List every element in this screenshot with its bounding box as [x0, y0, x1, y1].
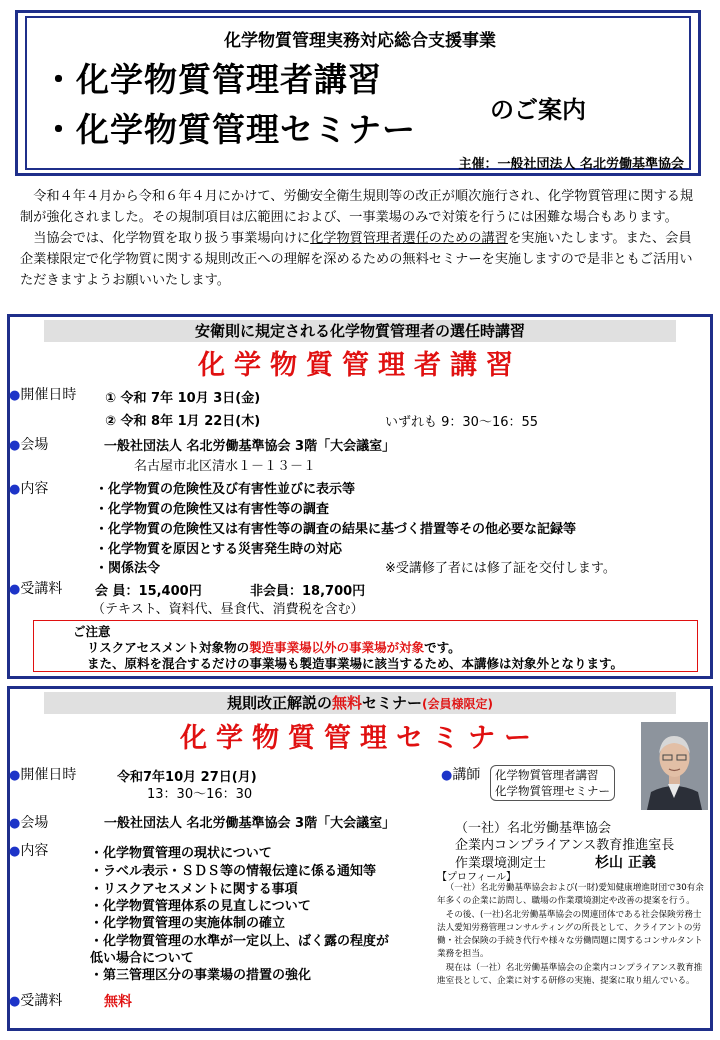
seminar-title: 化学物質管理セミナー	[180, 723, 540, 754]
notice-title: ご注意	[73, 624, 111, 639]
notice-line-2: また、原料を混合するだけの事業場も製造事業場に該当するため、本講修は対象外となります。	[87, 656, 624, 671]
seminar-content-label: ●内容	[9, 843, 49, 859]
seminar-content-item: ・ラベル表示・ＳＤＳ等の情報伝達に係る通知等	[90, 864, 377, 879]
headline-course: ・化学物質管理者講習	[42, 60, 382, 99]
course-date-label: ●開催日時	[9, 387, 77, 403]
profile-paragraph-1: （一社）名北労働基準協会および(一財)愛知健康増進財団で30有余年多くの企業に訪問し、職場の作業環境測定や改善の提案を行う。	[437, 883, 704, 907]
course-content-item: ・関係法令	[95, 561, 161, 576]
seminar-content-item: ・化学物質管理の実施体制の確立	[90, 916, 286, 931]
bullet-dot-icon: ●	[9, 388, 21, 403]
bullet-dot-icon: ●	[9, 482, 21, 497]
seminar-date: 令和7年10月 27日(月)	[117, 770, 257, 785]
intro-p2-start: 当協会では、化学物質を取り扱う事業場向けに	[33, 231, 311, 246]
seminar-content-item: ・化学物質管理の水準が一定以上、ばく露の程度が	[90, 934, 390, 949]
bullet-dot-icon: ●	[441, 768, 453, 783]
seminar-content-item: 低い場合について	[90, 951, 194, 966]
lecturer-portrait-icon	[641, 722, 708, 810]
bullet-dot-icon: ●	[9, 844, 21, 859]
course-venue: 一般社団法人 名北労働基準協会 3階「大会議室」	[104, 439, 396, 454]
seminar-band: 規則改正解説の無料セミナー(会員様限定)	[44, 692, 676, 714]
seminar-venue-label: ●会場	[9, 815, 49, 831]
lecturer-name: 杉山 正義	[595, 855, 656, 871]
lecturer-org: （一社）名北労働基準協会	[455, 821, 612, 836]
course-fee-label: ●受講料	[9, 581, 63, 597]
seminar-venue: 一般社団法人 名北労働基準協会 3階「大会議室」	[104, 816, 396, 831]
course-certificate-note: ※受講修了者には修了証を交付します。	[385, 561, 616, 576]
seminar-content-item: ・化学物質管理の現状について	[90, 846, 272, 861]
seminar-fee: 無料	[104, 994, 132, 1010]
intro-p2-end: を実施いたします。また、会員企業様限定で化学物質に関する規則改正への理解を深めるための無料セミナーを実施しますので是非ともご活用いただきますようお願いいたします。	[20, 231, 693, 288]
course-fee-nonmember: 非会員：18,700円	[250, 584, 366, 599]
intro-text	[20, 186, 700, 291]
course-content-label: ●内容	[9, 481, 49, 497]
seminar-content-item: ・リスクアセスメントに関する事項	[90, 882, 298, 897]
intro-p2-underlined: 化学物質管理者選任のための講習	[310, 231, 508, 246]
course-date-1: ① 令和 7年 10月 3日(金)	[105, 391, 261, 406]
intro-paragraph-2	[20, 228, 700, 291]
program-title: 化学物質管理実務対応総合支援事業	[224, 31, 496, 51]
host-organization: 主催：一般社団法人 名北労働基準協会	[458, 157, 684, 172]
bullet-dot-icon: ●	[9, 768, 21, 783]
course-venue-label: ●会場	[9, 437, 49, 453]
course-date-2: ② 令和 8年 1月 22日(木)	[105, 414, 261, 429]
bullet-dot-icon: ●	[9, 582, 21, 597]
bullet-dot-icon: ●	[9, 438, 21, 453]
lecturer-qualification: 作業環境測定士	[455, 856, 547, 871]
headline-guide: のご案内	[490, 96, 586, 124]
course-content-item: ・化学物質の危険性又は有害性等の調査	[95, 502, 330, 517]
bullet-dot-icon: ●	[9, 816, 21, 831]
lecturer-profile	[437, 882, 709, 988]
course-fee-note: （テキスト、資料代、昼食代、消費税を含む）	[92, 602, 364, 617]
seminar-fee-label: ●受講料	[9, 993, 63, 1009]
seminar-content-item: ・化学物質管理体系の見直しについて	[90, 899, 311, 914]
intro-paragraph-1: 令和４年４月から令和６年４月にかけて、労働安全衛生規則等の改正が順次施行され、化学物質管理に関する規制が強化されました。その規制項目は広範囲におよび、一事業場のみで対策を行うには困難な場合もあります。	[20, 189, 694, 225]
course-content-item: ・化学物質の危険性又は有害性等の調査の結果に基づく措置等その他必要な記録等	[95, 522, 577, 537]
seminar-date-label: ●開催日時	[9, 767, 77, 783]
lecturer-courses	[490, 765, 615, 801]
lecturer-position: 企業内コンプライアンス教育推進室長	[455, 838, 675, 853]
lecturer-course-1: 化学物質管理者講習	[495, 768, 599, 782]
seminar-time: 13：30～16：30	[147, 787, 253, 802]
lecturer-course-2: 化学物質管理セミナー	[495, 784, 610, 798]
course-content-item: ・化学物質の危険性及び有害性並びに表示等	[95, 482, 356, 497]
course-address: 名古屋市北区清水１－１３－１	[134, 459, 317, 474]
course-fee-member: 会 員：15,400円	[95, 584, 202, 599]
course-time: いずれも 9：30～16：55	[385, 415, 539, 430]
lecturer-label: ●講師	[441, 767, 481, 783]
profile-paragraph-3: 現在は（一社）名北労働基準協会の企業内コンプライアンス教育推進室長として、企業に対する研修の実施、提案に取り組んでいる。	[437, 962, 703, 987]
course-band: 安衛則に規定される化学物質管理者の選任時講習	[44, 320, 676, 342]
notice-line-1: リスクアセスメント対象物の製造事業場以外の事業場が対象です。	[87, 640, 461, 655]
lecturer-photo	[641, 722, 708, 810]
course-content-item: ・化学物質を原因とする災害発生時の対応	[95, 542, 343, 557]
bullet-dot-icon: ●	[9, 994, 21, 1009]
profile-paragraph-2: その後、(一社)名北労働基準協会の関連団体である社会保険労務士法人愛知労務管理コンサルティングの所長として、クライアントの労働・社会保険の手続き代行や様々な労働問題に関するコンサルタント業務を担当。	[437, 909, 703, 960]
seminar-content-item: ・第三管理区分の事業場の措置の強化	[90, 968, 312, 983]
headline-seminar: ・化学物質管理セミナー	[42, 110, 416, 149]
profile-label: 【プロフィール】	[437, 872, 516, 883]
course-title: 化学物質管理者講習	[198, 350, 522, 381]
